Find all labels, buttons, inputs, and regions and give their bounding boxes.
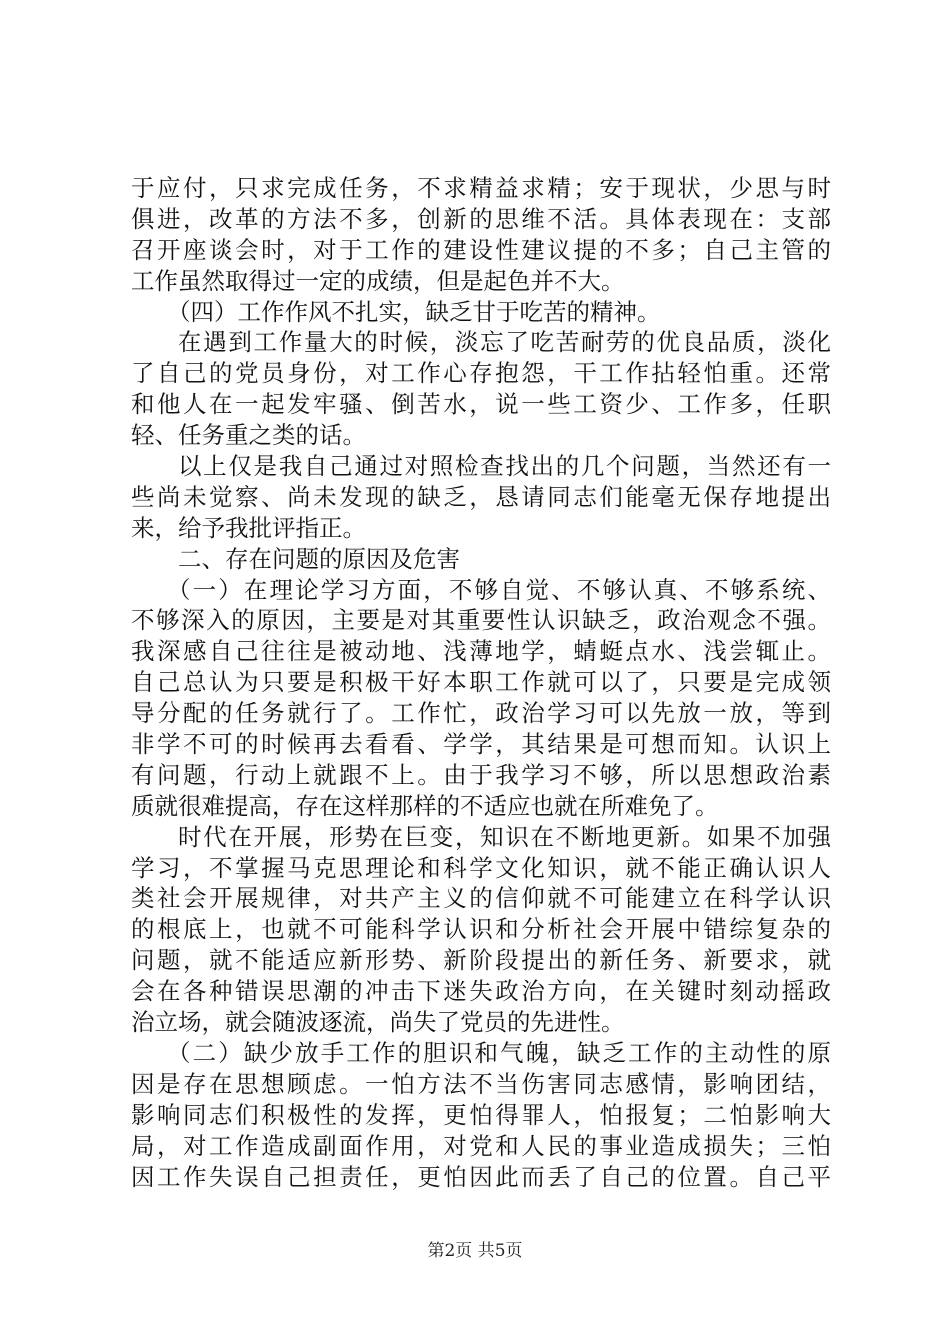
text-line: 来，给予我批评指正。 [131, 513, 366, 542]
text-line: 了自己的党员身份，对工作心存抱怨，干工作拈轻怕重。还常 [131, 359, 831, 388]
text-line: 工作虽然取得过一定的成绩，但是起色并不大。 [131, 266, 625, 295]
text-line: 质就很难提高，存在这样那样的不适应也就在所难免了。 [131, 791, 719, 820]
text-line: 和他人在一起发牢骚、倒苦水，说一些工资少、工作多，任职 [131, 390, 831, 419]
text-line: 类社会开展规律，对共产主义的信仰就不可能建立在科学认识 [131, 884, 831, 913]
text-line: 不够深入的原因，主要是对其重要性认识缺乏，政治观念不强。 [131, 606, 831, 635]
text-line: 因是存在思想顾虑。一怕方法不当伤害同志感情，影响团结， [131, 1069, 831, 1098]
text-line: 的根底上，也就不可能科学认识和分析社会开展中错综复杂的 [131, 915, 831, 944]
text-line: 会在各种错误思潮的冲击下迷失政治方向，在关键时刻动摇政 [131, 977, 831, 1006]
text-line: 导分配的任务就行了。工作忙，政治学习可以先放一放，等到 [131, 699, 831, 728]
text-line: 在遇到工作量大的时候，淡忘了吃苦耐劳的优良品质，淡化 [178, 328, 831, 357]
text-line: 影响同志们积极性的发挥，更怕得罪人，怕报复；二怕影响大 [131, 1100, 831, 1129]
text-line: 问题，就不能适应新形势、新阶段提出的新任务、新要求，就 [131, 946, 831, 975]
text-line: 些尚未觉察、尚未发现的缺乏，恳请同志们能毫无保存地提出 [131, 482, 831, 511]
text-line: 时代在开展，形势在巨变，知识在不断地更新。如果不加强 [178, 822, 831, 851]
page-footer: 第2页 共5页 [427, 1241, 523, 1261]
text-line: 于应付，只求完成任务，不求精益求精；安于现状，少思与时 [131, 174, 831, 202]
text-line: 以上仅是我自己通过对照检查找出的几个问题，当然还有一 [178, 452, 831, 481]
text-line: 自己总认为只要是积极干好本职工作就可以了，只要是完成领 [131, 668, 831, 697]
text-line: 有问题，行动上就跟不上。由于我学习不够，所以思想政治素 [131, 760, 831, 789]
text-line: 轻、任务重之类的话。 [131, 421, 366, 450]
text-line: 二、存在问题的原因及危害 [178, 544, 460, 573]
text-line: （二）缺少放手工作的胆识和气魄，缺乏工作的主动性的原 [167, 1038, 831, 1067]
text-line: 因工作失误自己担责任，更怕因此而丢了自己的位置。自己平 [131, 1162, 831, 1191]
text-line: （一）在理论学习方面，不够自觉、不够认真、不够系统、 [167, 575, 831, 604]
text-line: 非学不可的时候再去看看、学学，其结果是可想而知。认识上 [131, 730, 831, 759]
text-line: （四）工作作风不扎实，缺乏甘于吃苦的精神。 [167, 297, 661, 326]
text-line: 治立场，就会随波逐流，尚失了党员的先进性。 [131, 1008, 625, 1037]
text-line: 学习，不掌握马克思理论和科学文化知识，就不能正确认识人 [131, 853, 831, 882]
text-line: 我深感自己往往是被动地、浅薄地学，蜻蜓点水、浅尝辄止。 [131, 637, 831, 666]
text-line: 召开座谈会时，对于工作的建设性建议提的不多；自己主管的 [131, 235, 831, 264]
document-body [131, 173, 831, 1192]
text-line: 俱进，改革的方法不多，创新的思维不活。具体表现在：支部 [131, 204, 831, 233]
text-line: 局，对工作造成副面作用，对党和人民的事业造成损失；三怕 [131, 1131, 831, 1160]
